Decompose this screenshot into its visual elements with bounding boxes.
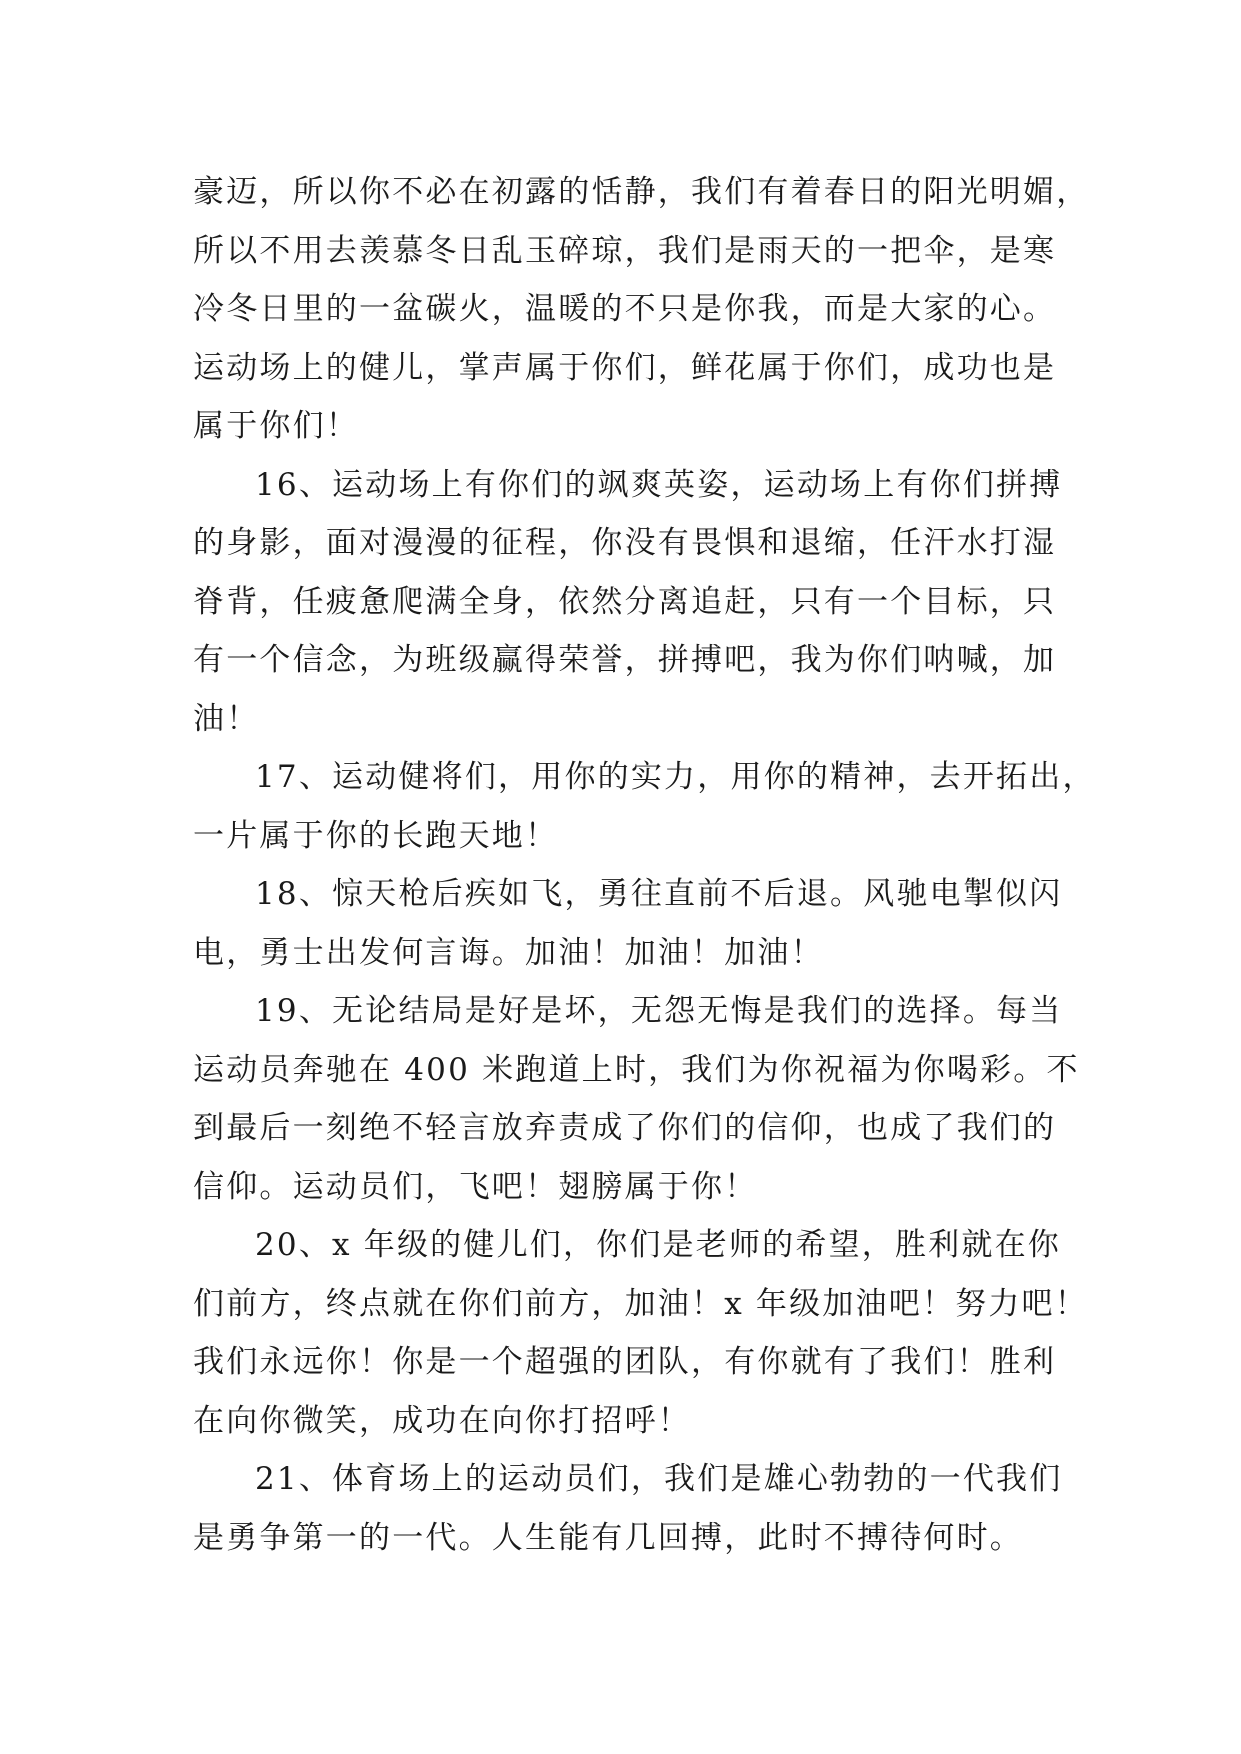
text-line: 脊背，任疲惫爬满全身，依然分离追赶，只有一个目标，只 xyxy=(193,583,1057,620)
text-line: 的身影，面对漫漫的征程，你没有畏惧和退缩，任汗水打湿 xyxy=(193,525,1057,561)
paragraph-19-first-line: 19、无论结局是好是坏，无怨无悔是我们的选择。每当 xyxy=(255,993,1063,1029)
text-line: 信仰。运动员们，飞吧！翅膀属于你！ xyxy=(193,1168,758,1205)
paragraph-20-first-line: 20、x 年级的健儿们，你们是老师的希望，胜利就在你 xyxy=(255,1227,1061,1263)
text-line: 油！ xyxy=(193,700,260,737)
text-line: 电，勇士出发何言诲。加油！加油！加油！ xyxy=(193,934,824,971)
text-line: 在向你微笑，成功在向你打招呼！ xyxy=(193,1402,691,1439)
paragraph-21-first-line: 21、体育场上的运动员们，我们是雄心勃勃的一代我们 xyxy=(255,1461,1063,1497)
paragraph-16-first-line: 16、运动场上有你们的飒爽英姿，运动场上有你们拼搏 xyxy=(255,466,1063,503)
text-line: 运动场上的健儿，掌声属于你们，鲜花属于你们，成功也是 xyxy=(193,349,1057,386)
paragraph-17-first-line: 17、运动健将们，用你的实力，用你的精神，去开拓出， xyxy=(255,759,1096,795)
text-line: 一片属于你的长跑天地！ xyxy=(193,817,559,854)
text-line: 冷冬日里的一盆碳火，温暖的不只是你我，而是大家的心。 xyxy=(193,291,1057,327)
paragraph-18-first-line: 18、惊天枪后疾如飞，勇往直前不后退。风驰电掣似闪 xyxy=(255,876,1063,912)
text-line: 到最后一刻绝不轻言放弃责成了你们的信仰，也成了我们的 xyxy=(193,1110,1057,1146)
text-line: 属于你们！ xyxy=(193,408,359,444)
text-line: 有一个信念，为班级赢得荣誉，拼搏吧，我为你们呐喊，加 xyxy=(193,642,1057,678)
body-text xyxy=(193,163,1096,1567)
text-line: 所以不用去羡慕冬日乱玉碎琼，我们是雨天的一把伞，是寒 xyxy=(193,232,1057,269)
text-line: 我们永远你！你是一个超强的团队，有你就有了我们！胜利 xyxy=(193,1344,1057,1380)
text-line: 运动员奔驰在 400 米跑道上时，我们为你祝福为你喝彩。不 xyxy=(193,1051,1080,1088)
text-line: 们前方，终点就在你们前方，加油！x 年级加油吧！努力吧！ xyxy=(193,1285,1088,1322)
text-line: 豪迈，所以你不必在初露的恬静，我们有着春日的阳光明媚， xyxy=(193,174,1090,210)
text-line: 是勇争第一的一代。人生能有几回搏，此时不搏待何时。 xyxy=(193,1519,1023,1556)
